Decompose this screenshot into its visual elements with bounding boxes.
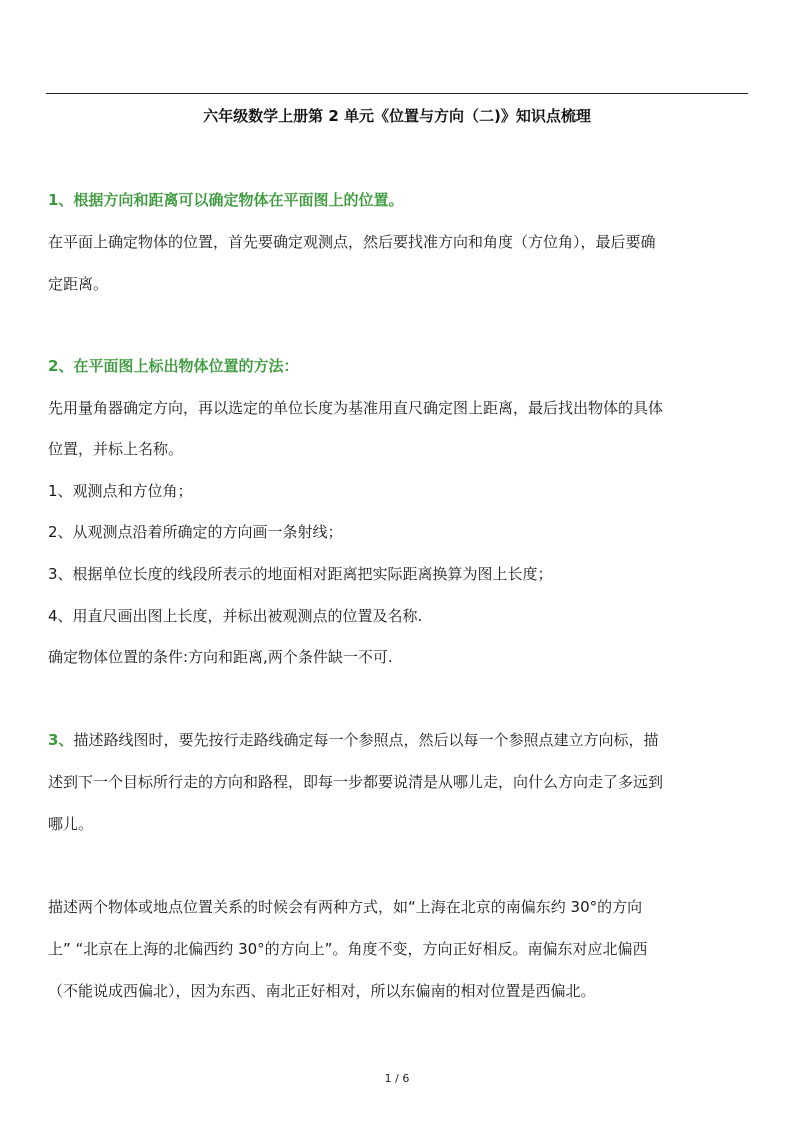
section-3-line-1-text: 描述路线图时，要先按行走路线确定每一个参照点，然后以每一个参照点建立方向标，描 xyxy=(73,731,659,749)
section-4-line-1: 描述两个物体或地点位置关系的时候会有两种方式，如“上海在北京的南偏东约 30°的方向 xyxy=(48,898,643,916)
section-2-step-2: 2、从观测点沿着所确定的方向画一条射线； xyxy=(48,523,343,541)
section-1-line-1: 在平面上确定物体的位置，首先要确定观测点，然后要找准方向和角度（方位角），最后要确 xyxy=(48,233,656,251)
page-number: 1 / 6 xyxy=(384,1072,410,1085)
section-2-heading: 2、在平面图上标出物体位置的方法： xyxy=(48,357,299,375)
section-1-line-2: 定距离。 xyxy=(48,275,109,293)
header-rule xyxy=(46,93,748,94)
section-2-line-2: 位置，并标上名称。 xyxy=(48,440,184,458)
section-1-heading: 1、根据方向和距离可以确定物体在平面图上的位置。 xyxy=(48,191,404,209)
section-2-line-1: 先用量角器确定方向，再以选定的单位长度为基准用直尺确定图上距离，最后找出物体的具体 xyxy=(48,399,664,417)
section-2-step-4: 4、用直尺画出图上长度，并标出被观测点的位置及名称. xyxy=(48,607,423,625)
document-title: 六年级数学上册第 2 单元《位置与方向（二)》知识点梳理 xyxy=(203,107,591,125)
section-3-line-1 xyxy=(48,730,658,750)
section-2-step-1: 1、观测点和方位角； xyxy=(48,482,193,500)
section-3-line-2: 述到下一个目标所行走的方向和路程，即每一步都要说清是从哪儿走，向什么方向走了多远到 xyxy=(48,773,664,791)
section-4-line-3: （不能说成西偏北），因为东西、南北正好相对，所以东偏南的相对位置是西偏北。 xyxy=(48,982,596,1000)
section-4-line-2: 上” “北京在上海的北偏西约 30°的方向上”。角度不变，方向正好相反。南偏东对应北偏西 xyxy=(48,940,648,958)
section-2-condition: 确定物体位置的条件:方向和距离,两个条件缺一不可. xyxy=(48,648,393,666)
section-2-step-3: 3、根据单位长度的线段所表示的地面相对距离把实际距离换算为图上长度； xyxy=(48,565,553,583)
section-3-number: 3、 xyxy=(48,731,74,749)
section-3-line-3: 哪儿。 xyxy=(48,815,94,833)
